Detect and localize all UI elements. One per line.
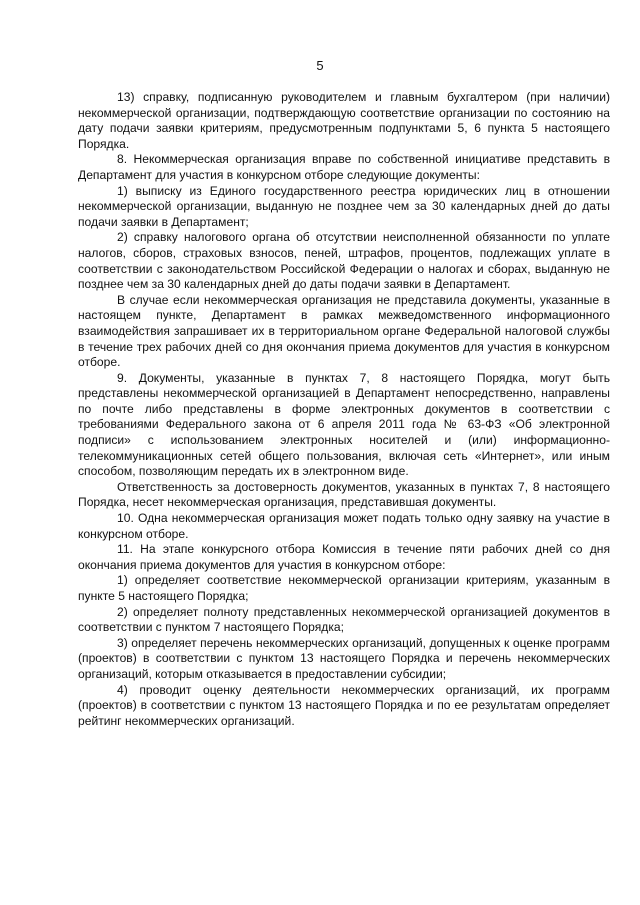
- paragraph-clause-9: 9. Документы, указанные в пунктах 7, 8 настоящего Порядка, могут быть представлены некоммерческой организацией в Департамент непосредственно, направлены по почте либо представлены в форме электронных документов в соответствии с требованиями Федерального закона от 6 апреля 2011 года № 63-ФЗ «Об электронной подписи» с использованием электронных носителей и (или) информационно-телекоммуникационных сетей общего пользования, включая сеть «Интернет», или иным способом, позволяющим передать их в электронном виде.: [78, 370, 610, 479]
- paragraph-item-1-criteria: 1) определяет соответствие некоммерческой организации критериям, указанным в пункте 5 настоящего Порядка;: [78, 573, 610, 603]
- paragraph-clause-8: 8. Некоммерческая организация вправе по собственной инициативе представить в Департамент для участия в конкурсном отборе следующие документы:: [78, 152, 610, 182]
- paragraph-item-1-registry-extract: 1) выписку из Единого государственного реестра юридических лиц в отношении некоммерческой организации, выданную не позднее чем за 30 календарных дней до даты подачи заявки в Департамент;: [78, 183, 610, 229]
- document-body: [78, 90, 610, 729]
- paragraph-item-2-tax-certificate: 2) справку налогового органа об отсутствии неисполненной обязанности по уплате налогов, сборов, страховых взносов, пеней, штрафов, процентов, подлежащих уплате в соответствии с законодательством Российской Федерации о налогах и сборах, выданную не позднее чем за 30 календарных дней до даты подачи заявки в Департамент.: [78, 230, 610, 292]
- paragraph-clause-11: 11. На этапе конкурсного отбора Комиссия в течение пяти рабочих дней со дня окончания приема документов для участия в конкурсном отборе:: [78, 542, 610, 572]
- paragraph-item-2-completeness: 2) определяет полноту представленных некоммерческой организацией документов в соответствии с пунктом 7 настоящего Порядка;: [78, 604, 610, 635]
- paragraph-interdepartmental-request: В случае если некоммерческая организация не представила документы, указанные в настоящем пункте, Департамент в рамках межведомственного информационного взаимодействия запрашивает их в территориальном органе Федеральной налоговой службы в течение трех рабочих дней со дня окончания приема документов для участия в конкурсном отборе.: [78, 292, 610, 370]
- paragraph-responsibility: Ответственность за достоверность документов, указанных в пунктах 7, 8 настоящего Порядка, несет некоммерческая организация, представившая документы.: [78, 479, 610, 510]
- paragraph-item-4-rating: 4) проводит оценку деятельности некоммерческих организаций, их программ (проектов) в соответствии с пунктом 13 настоящего Порядка и по ее результатам определяет рейтинг некоммерческих организаций.: [78, 682, 610, 728]
- page-number: 5: [316, 58, 324, 73]
- paragraph-item-13-certificate: 13) справку, подписанную руководителем и главным бухгалтером (при наличии) некоммерческой организации, подтверждающую соответствие организации по состоянию на дату подачи заявки критериям, предусмотренным подпунктами 5, 6 пункта 5 настоящего Порядка.: [78, 90, 610, 151]
- paragraph-item-3-list: 3) определяет перечень некоммерческих организаций, допущенных к оценке программ (проектов) в соответствии с пунктом 13 настоящего Порядка и перечень некоммерческих организаций, которым отказывается в предоставлении субсидии;: [78, 635, 610, 681]
- paragraph-clause-10: 10. Одна некоммерческая организация может подать только одну заявку на участие в конкурсном отборе.: [78, 511, 610, 541]
